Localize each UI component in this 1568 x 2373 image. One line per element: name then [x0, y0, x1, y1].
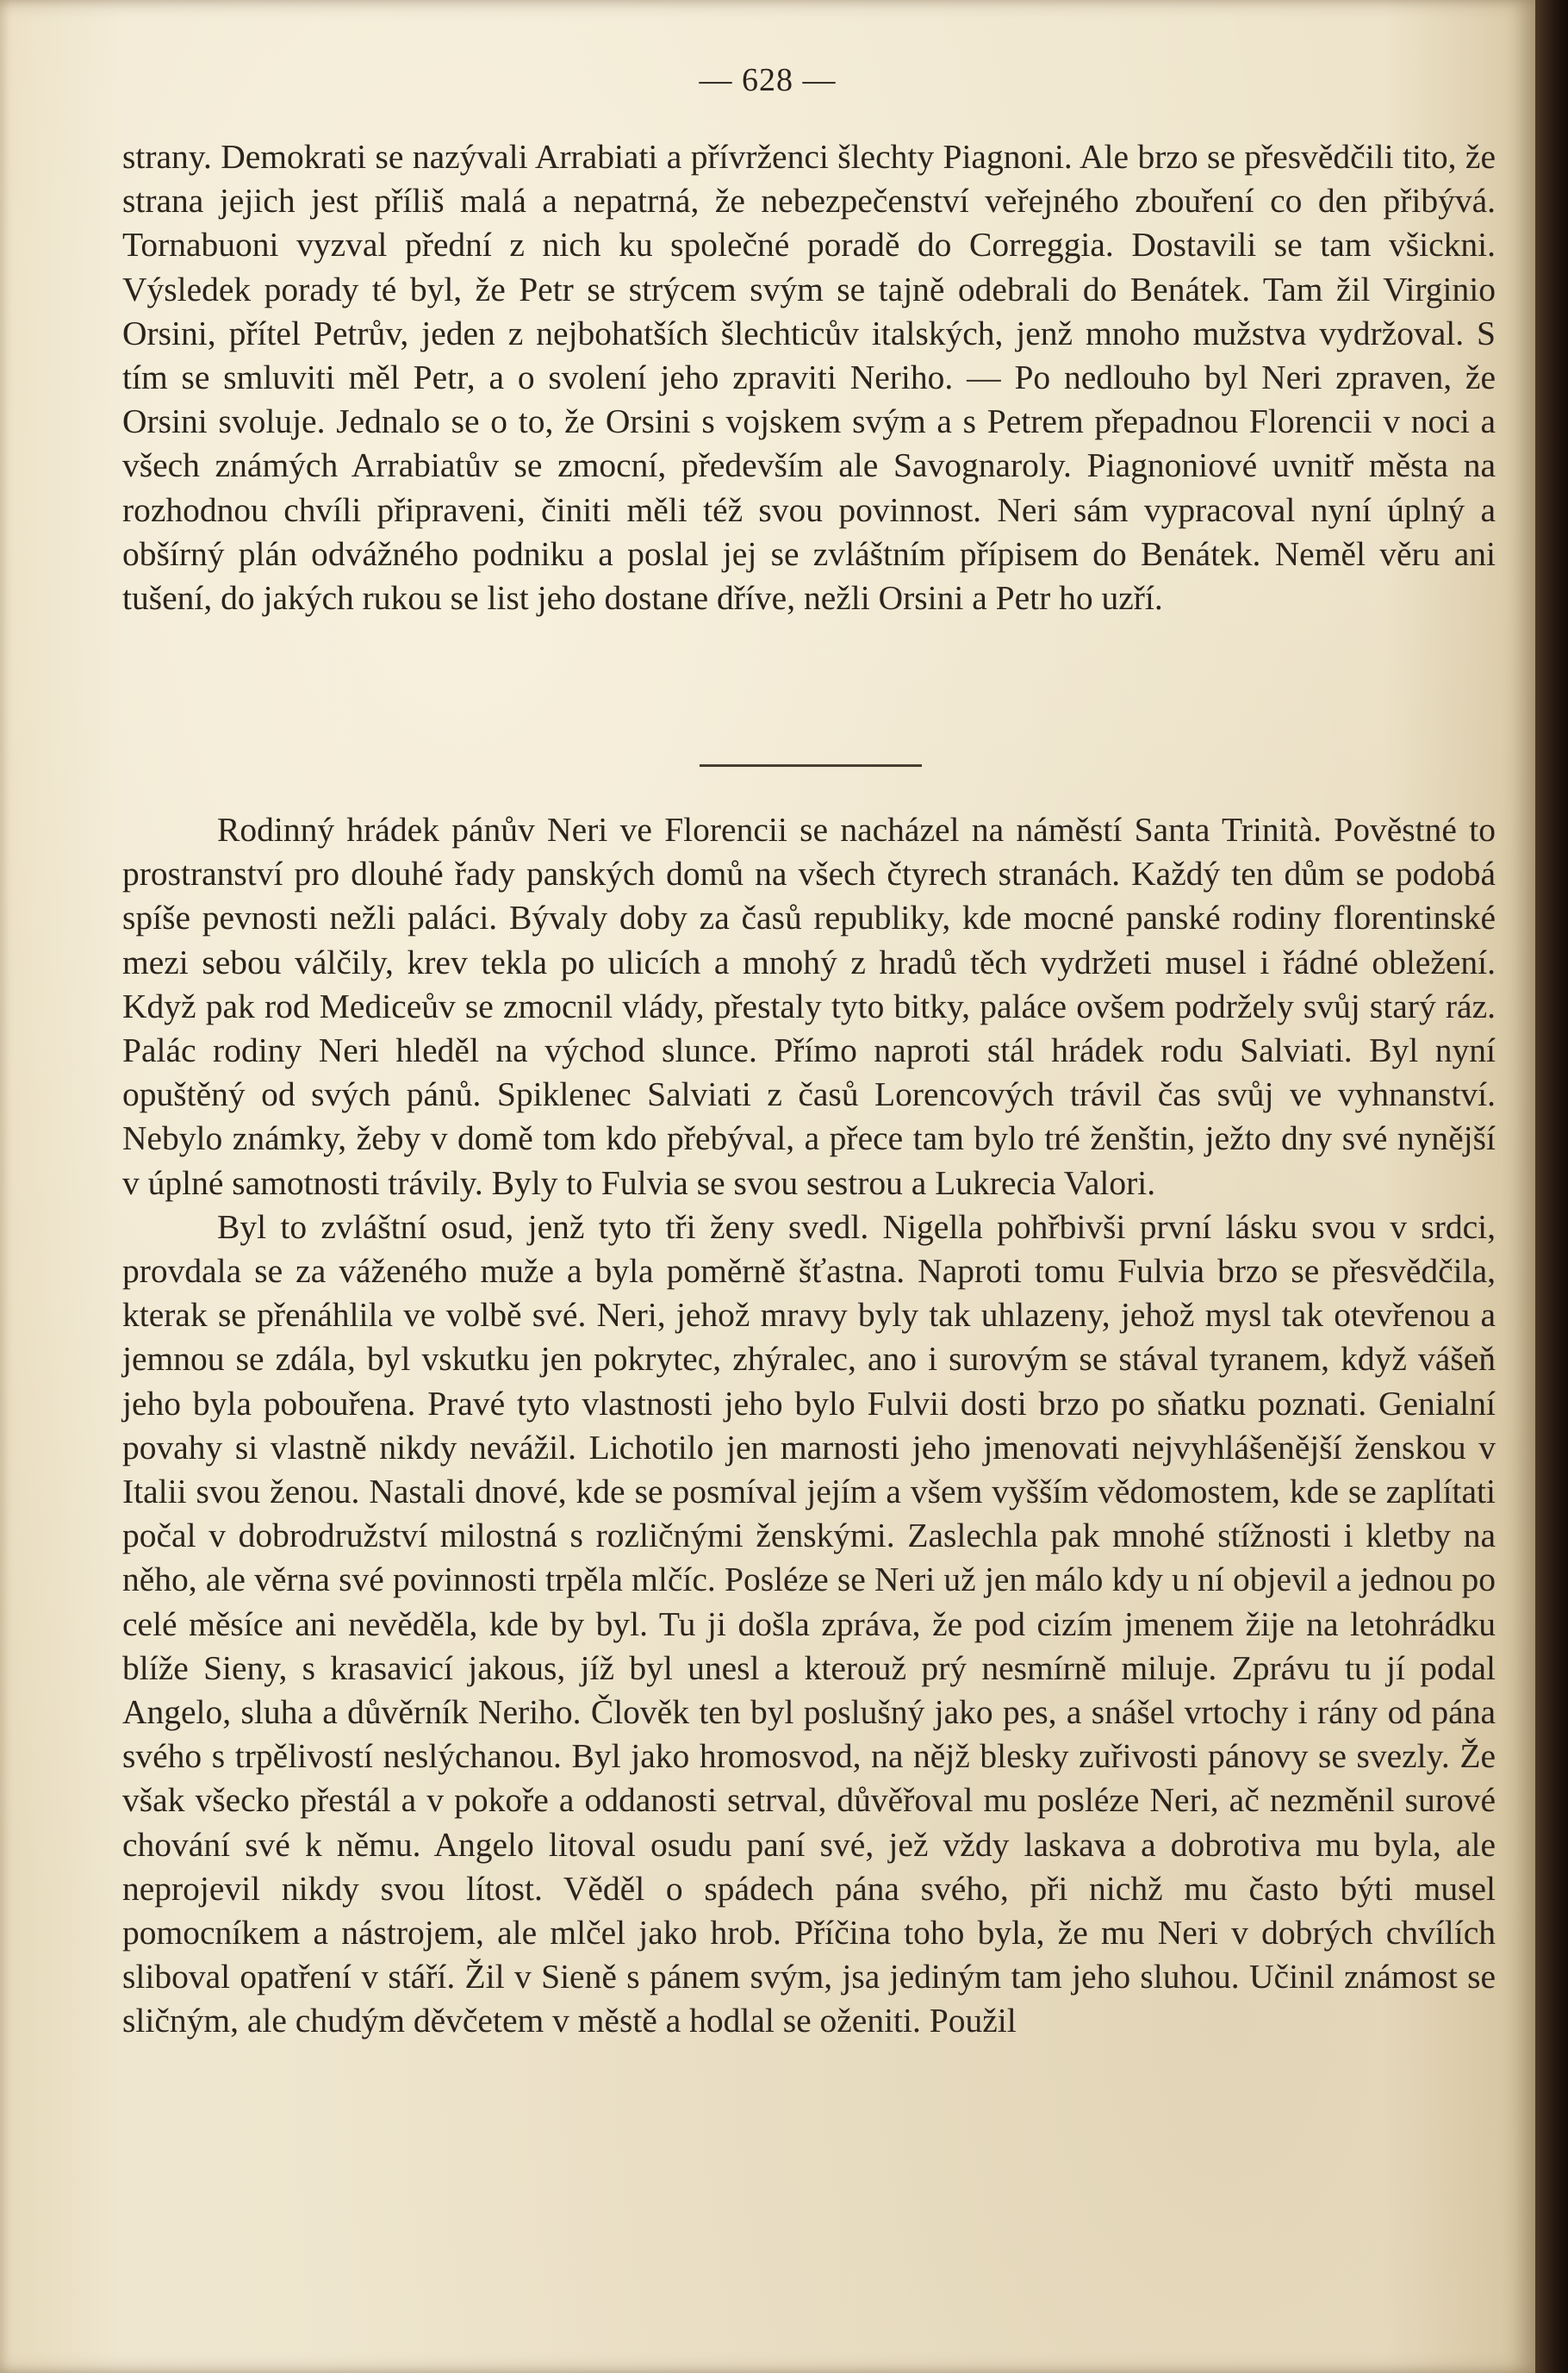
section-paragraph-1: Rodinný hrádek pánův Neri ve Florencii se nacházel na náměstí Santa Trinità. Pověstné to prostranství pro dlouhé řady panských domů na všech čtyrech stranách. Každý ten dům se podobá spíše pevnosti nežli paláci. Bývaly doby za časů republiky, kde mocné panské rodiny florentinské mezi sebou válčily, krev tekla po ulicích a mnohý z hradů těch vydržeti musel i řádné obležení. Když pak rod Mediceův se zmocnil vlády, přestaly tyto bitky, paláce ovšem podržely svůj starý ráz. Palác rodiny Neri hleděl na východ slunce. Přímo naproti stál hrádek rodu Salviati. Byl nyní opuštěný od svých pánů. Spiklenec Salviati z časů Lorencových trávil čas svůj ve vyhnanství. Nebylo známky, žeby v domě tom kdo přebýval, a přece tam bylo tré ženštin, ježto dny své nynější v úplné samotnosti trávily. Byly to Fulvia se svou sestrou a Lukrecia Valori.	[122, 811, 1496, 1202]
section-divider	[700, 764, 922, 767]
paragraph-text: strany. Demokrati se nazývali Arrabiati a přívrženci šlechty Piagnoni. Ale brzo se přesvědčili tito, že strana jejich jest příliš malá a nepatrná, že nebezpečenství veřejného zbouření co den přibývá. Tornabuoni vyzval přední z nich ku společné poradě do Correggia. Dostavili se tam všickni. Výsledek porady té byl, že Petr se strýcem svým se tajně odebrali do Benátek. Tam žil Virginio Orsini, přítel Petrův, jeden z nejbohatších šlechticův italských, jenž mnoho mužstva vydržoval. S tím se smluviti měl Petr, a o svolení jeho zpraviti Neriho. — Po nedlouho byl Neri zpraven, že Orsini svoluje. Jednalo se o to, že Orsini s vojskem svým a s Petrem přepadnou Florencii v noci a všech známých Arrabiatův se zmocní, především ale Savognaroly. Piagnoniové uvnitř města na rozhodnou chvíli připraveni, činiti měli též svou povinnost. Neri sám vypracoval nyní úplný a obšírný plán odvážného podniku a poslal jej se zvláštním přípisem do Benátek. Neměl věru ani tušení, do jakých rukou se list jeho dostane dříve, nežli Orsini a Petr ho uzří.	[122, 138, 1496, 618]
section-paragraph-2: Byl to zvláštní osud, jenž tyto tři ženy svedl. Nigella pohřbivši první lásku svou v srdci, provdala se za váženého muže a byla poměrně šťastna. Naproti tomu Fulvia brzo se přesvědčila, kterak se přenáhlila ve volbě své. Neri, jehož mravy byly tak uhlazeny, jehož mysl tak otevřenou a jemnou se zdála, byl vskutku jen pokrytec, zhýralec, ano i surovým se stával tyranem, když vášeň jeho byla pobouřena. Pravé tyto vlastnosti jeho bylo Fulvii dosti brzo po sňatku poznati. Genialní povahy si vlastně nikdy nevážil. Lichotilo jen marnosti jeho jmenovati nejvyhlášenější ženskou v Italii svou ženou. Nastali dnové, kde se posmíval jejím a všem vyšším vědomostem, kde se zaplítati počal v dobrodružství milostná s rozličnými ženskými. Zaslechla pak mnohé stížnosti i kletby na něho, ale věrna své povinnosti trpěla mlčíc. Posléze se Neri už jen málo kdy u ní objevil a jednou po celé měsíce ani nevěděla, kde by byl. Tu ji došla zpráva, že pod cizím jmenem žije na letohrádku blíže Sieny, s krasavicí jakous, jíž byl unesl a kterouž prý nesmírně miluje. Zprávu tu jí podal Angelo, sluha a důvěrník Neriho. Člověk ten byl poslušný jako pes, a snášel vrtochy i rány od pána svého s trpělivostí neslýchanou. Byl jako hromosvod, na nějž blesky zuřivosti pánovy se svezly. Že však všecko přestál a v pokoře a oddanosti setrval, důvěřoval mu posléze Neri, ač nezměnil surové chování své k němu. Angelo litoval osudu paní své, jež vždy laskava a dobrotiva mu byla, ale neprojevil nikdy svou lítost. Věděl o spádech pána svého, při nichž mu často býti musel pomocníkem a nástrojem, ale mlčel jako hrob. Příčina toho byla, že mu Neri v dobrých chvílích sliboval opatření v stáří. Žil v Sieně s pánem svým, jsa jediným tam jeho sluhou. Učinil známost se sličným, ale chudým děvčetem v městě a hodlal se oženiti. Použil	[122, 1207, 1496, 2040]
page-number: — 628 —	[699, 62, 837, 98]
section-body	[122, 808, 1496, 2044]
book-spine-edge	[1535, 0, 1568, 2373]
continued-paragraph	[122, 135, 1496, 620]
